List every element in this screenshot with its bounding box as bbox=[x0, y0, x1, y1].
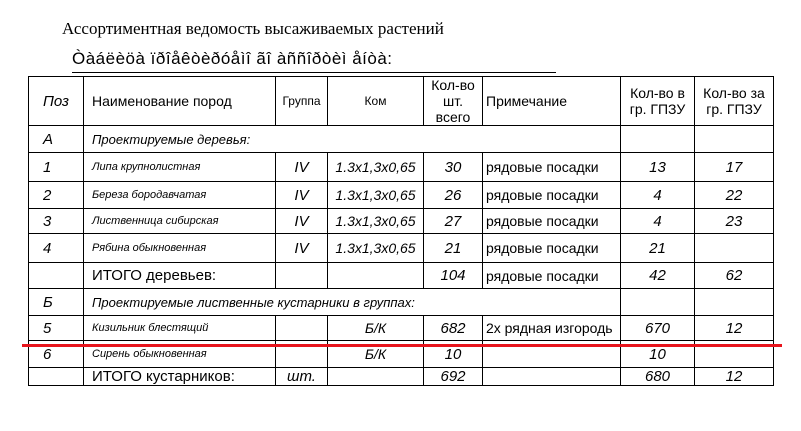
row-pos: 2 bbox=[29, 182, 84, 209]
row-note: 2х рядная изгородь bbox=[483, 316, 621, 341]
total-kom bbox=[328, 368, 424, 386]
row-name: Сирень обыкновенная bbox=[84, 341, 276, 368]
row-gpzu-out: 12 bbox=[695, 316, 774, 341]
row-pos: 6 bbox=[29, 341, 84, 368]
row-gpzu-out: 17 bbox=[695, 153, 774, 182]
row-total: 30 bbox=[424, 153, 483, 182]
row-gpzu-in: 10 bbox=[621, 341, 695, 368]
header-row bbox=[29, 77, 774, 126]
row-gpzu-out: 23 bbox=[695, 209, 774, 234]
header-gpzu-in: Кол-во в гр. ГПЗУ bbox=[621, 77, 695, 126]
row-gpzu-in: 21 bbox=[621, 234, 695, 263]
row-name: Лиственница сибирская bbox=[84, 209, 276, 234]
total-note bbox=[483, 368, 621, 386]
row-kom: 1.3х1,3х0,65 bbox=[328, 234, 424, 263]
row-pos: 4 bbox=[29, 234, 84, 263]
empty-cell bbox=[621, 126, 695, 153]
section-code: А bbox=[29, 126, 84, 153]
total-gpzu-out: 62 bbox=[695, 263, 774, 289]
header-pos: Поз bbox=[29, 77, 84, 126]
empty-cell bbox=[621, 289, 695, 316]
total-note: рядовые посадки bbox=[483, 263, 621, 289]
header-total: Кол-во шт. всего bbox=[424, 77, 483, 126]
row-note: рядовые посадки bbox=[483, 234, 621, 263]
row-group: IV bbox=[276, 234, 328, 263]
row-total: 682 bbox=[424, 316, 483, 341]
row-kom: 1.3х1,3х0,65 bbox=[328, 209, 424, 234]
row-name: Рябина обыкновенная bbox=[84, 234, 276, 263]
row-group: IV bbox=[276, 182, 328, 209]
header-gpzu-out: Кол-во за гр. ГПЗУ bbox=[695, 77, 774, 126]
row-group bbox=[276, 316, 328, 341]
table-row bbox=[29, 153, 774, 182]
table-row bbox=[29, 316, 774, 341]
row-kom: Б/К bbox=[328, 316, 424, 341]
table-row bbox=[29, 182, 774, 209]
empty-cell bbox=[695, 289, 774, 316]
row-total: 27 bbox=[424, 209, 483, 234]
total-group bbox=[276, 263, 328, 289]
section-heading-row bbox=[29, 126, 774, 153]
section-code: Б bbox=[29, 289, 84, 316]
assortment-table bbox=[28, 76, 774, 386]
row-pos: 1 bbox=[29, 153, 84, 182]
row-total: 10 bbox=[424, 341, 483, 368]
empty-cell bbox=[29, 368, 84, 386]
table-row bbox=[29, 234, 774, 263]
total-count: 104 bbox=[424, 263, 483, 289]
row-name: Липа крупнолистная bbox=[84, 153, 276, 182]
table-subtitle: Òàáëèöà ïðîåêòèðóåìî ãî àññîðòèì åíòà: bbox=[72, 49, 393, 68]
section-heading: Проектируемые лиственные кустарники в группах: bbox=[84, 289, 621, 316]
total-gpzu-out: 12 bbox=[695, 368, 774, 386]
header-group: Группа bbox=[276, 77, 328, 126]
row-kom: 1.3х1,3х0,65 bbox=[328, 153, 424, 182]
row-note: рядовые посадки bbox=[483, 209, 621, 234]
row-note: рядовые посадки bbox=[483, 182, 621, 209]
header-name: Наименование пород bbox=[84, 77, 276, 126]
total-gpzu-in: 42 bbox=[621, 263, 695, 289]
row-pos: 5 bbox=[29, 316, 84, 341]
total-group: шт. bbox=[276, 368, 328, 386]
total-label: ИТОГО кустарников: bbox=[84, 368, 276, 386]
row-group: IV bbox=[276, 153, 328, 182]
section-heading-row bbox=[29, 289, 774, 316]
row-pos: 3 bbox=[29, 209, 84, 234]
empty-cell bbox=[29, 263, 84, 289]
total-row bbox=[29, 263, 774, 289]
subtitle-underline bbox=[72, 72, 556, 73]
row-gpzu-in: 4 bbox=[621, 182, 695, 209]
row-total: 21 bbox=[424, 234, 483, 263]
document-title: Ассортиментная ведомость высаживаемых растений bbox=[62, 19, 444, 38]
total-count: 692 bbox=[424, 368, 483, 386]
total-label: ИТОГО деревьев: bbox=[84, 263, 276, 289]
red-highlight-line bbox=[22, 344, 782, 348]
section-heading: Проектируемые деревья: bbox=[84, 126, 621, 153]
total-row bbox=[29, 368, 774, 386]
header-kom: Ком bbox=[328, 77, 424, 126]
row-name: Кизильник блестящий bbox=[84, 316, 276, 341]
row-gpzu-in: 670 bbox=[621, 316, 695, 341]
total-kom bbox=[328, 263, 424, 289]
row-kom: Б/К bbox=[328, 341, 424, 368]
table-row bbox=[29, 209, 774, 234]
row-total: 26 bbox=[424, 182, 483, 209]
total-gpzu-in: 680 bbox=[621, 368, 695, 386]
row-kom: 1.3х1,3х0,65 bbox=[328, 182, 424, 209]
row-note: рядовые посадки bbox=[483, 153, 621, 182]
empty-cell bbox=[695, 126, 774, 153]
row-name: Береза бородавчатая bbox=[84, 182, 276, 209]
row-gpzu-in: 13 bbox=[621, 153, 695, 182]
row-gpzu-out: 22 bbox=[695, 182, 774, 209]
header-note: Примечание bbox=[483, 77, 621, 126]
row-gpzu-out bbox=[695, 234, 774, 263]
row-group: IV bbox=[276, 209, 328, 234]
row-gpzu-in: 4 bbox=[621, 209, 695, 234]
